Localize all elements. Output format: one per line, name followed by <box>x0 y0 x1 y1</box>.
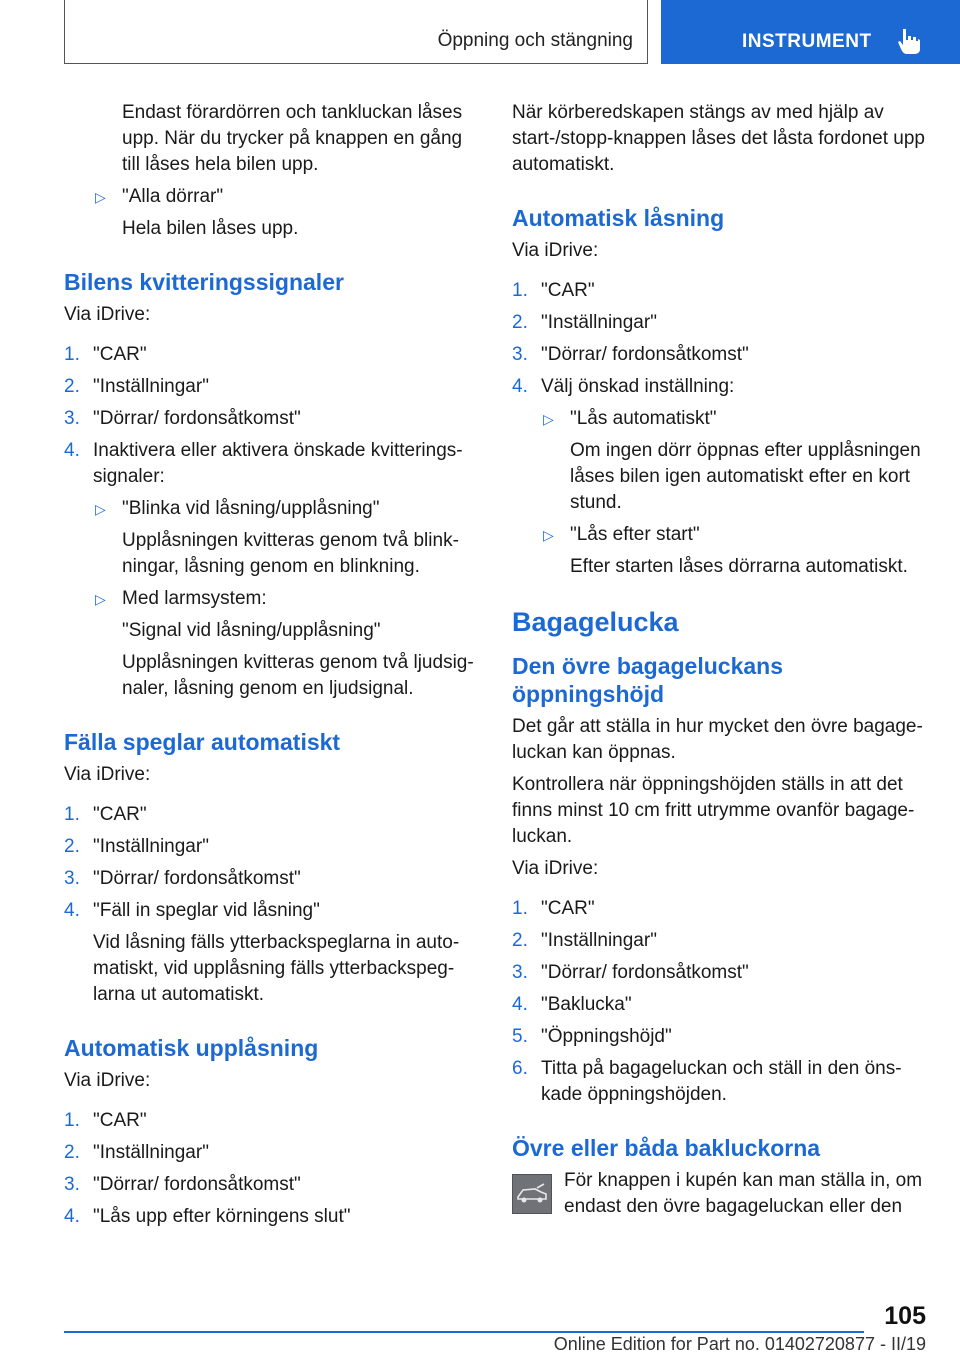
left-column <box>64 100 479 1236</box>
opening-height-via: Via iDrive: <box>512 858 599 879</box>
unlock-heading: Automatisk upplåsning <box>64 1035 319 1061</box>
intro-paragraph: Endast förardörren och tankluckan låses upp. När du trycker på knappen en gång till låses hela bilen upp. <box>122 102 463 175</box>
unlock-steps <box>64 1108 479 1230</box>
ack-option-flash: ▷ "Blinka vid låsning/upplåsning" Upplåsningen kvitteras genom två blinkningar, låsning genom en blinkning. <box>95 498 459 577</box>
opening-height-p1: Det går att ställa in hur mycket den övre bagageluckan kan öppnas. <box>512 716 923 763</box>
list-item: 2. "Inställningar" <box>64 1142 209 1163</box>
autolock-heading: Automatisk låsning <box>512 205 725 231</box>
list-item: 1. "CAR" <box>512 280 595 301</box>
car-tailgate-icon <box>512 1174 552 1214</box>
list-item: 2. "Inställningar" <box>512 312 657 333</box>
all-doors-label: "Alla dörrar" <box>122 186 224 207</box>
both-tailgates-heading: Övre eller båda bakluckorna <box>512 1135 821 1161</box>
triangle-bullet-icon: ▷ <box>95 591 106 607</box>
opening-height-heading: Den övre bagageluckans öppningshöjd <box>512 653 783 707</box>
page-number: 105 <box>884 1302 926 1330</box>
right-column <box>512 100 930 1220</box>
triangle-bullet-icon: ▷ <box>95 189 106 205</box>
list-item: 2. "Inställningar" <box>64 376 209 397</box>
ack-via: Via iDrive: <box>64 304 151 325</box>
tailgate-heading: Bagagelucka <box>512 607 679 637</box>
list-item: 3. "Dörrar/ fordonsåtkomst" <box>64 408 301 429</box>
list-item: 3. "Dörrar/ fordonsåtkomst" <box>512 962 749 983</box>
ack-heading: Bilens kvitteringssignaler <box>64 269 344 295</box>
ack-options <box>93 496 479 702</box>
list-item: 2. "Inställningar" <box>512 930 657 951</box>
autolock-option-auto: ▷ "Lås automatiskt" Om ingen dörr öppnas efter upplåsningen låses bilen igen automatiskt efter en kort stund. <box>543 408 921 513</box>
all-doors-description: Hela bilen låses upp. <box>122 218 299 239</box>
pointing-hand-icon <box>897 27 921 55</box>
list-item: 4. "Fäll in speglar vid låsning" Vid låsning fälls ytterbackspeglarna in automatiskt, vid upplåsning fälls ytterbackspeglarna ut automatiskt. <box>64 898 479 1008</box>
list-item: 1. "CAR" <box>64 1110 147 1131</box>
ack-option-alarm: ▷ Med larmsystem: "Signal vid låsning/upplåsning" Upplåsningen kvitteras genom två ljudsignaler, låsning genom en ljudsignal. <box>95 588 474 699</box>
list-item: 3. "Dörrar/ fordonsåtkomst" <box>64 868 301 889</box>
list-item: 2. "Inställningar" <box>64 836 209 857</box>
list-item: 1. "CAR" <box>64 344 147 365</box>
mirrors-note: Vid låsning fälls ytterbackspeglarna in automatiskt, vid upplåsning fälls ytterbackspeglarna ut automatiskt. <box>93 932 460 1005</box>
mirrors-steps <box>64 802 479 1008</box>
list-item: 6. Titta på bagageluckan och ställ in den önskade öppningshöjden. <box>512 1058 902 1105</box>
list-item: 5. "Öppningshöjd" <box>512 1026 672 1047</box>
mirrors-heading: Fälla speglar automatiskt <box>64 729 341 755</box>
list-item: 1. "CAR" <box>512 898 595 919</box>
list-item: 4. Välj önskad inställning: ▷ "Lås automatiskt" Om ingen dörr öppnas efter upplåsningen låses bilen igen automatiskt efter en kort stund. ▷ "Lås efter start" Efter starten låses dörrarna automatiskt. <box>512 374 930 580</box>
list-item: 4. "Lås upp efter körningens slut" <box>64 1206 351 1227</box>
footer-divider <box>64 1331 864 1333</box>
triangle-bullet-icon: ▷ <box>95 501 106 517</box>
header-section-tab <box>64 0 648 64</box>
list-item: 3. "Dörrar/ fordonsåtkomst" <box>64 1174 301 1195</box>
unlock-via: Via iDrive: <box>64 1070 151 1091</box>
autolock-steps <box>512 278 930 580</box>
header-chapter-tab <box>661 0 960 64</box>
both-tailgates-text: För knappen i kupén kan man ställa in, om endast den övre bagageluckan eller den <box>564 1170 923 1217</box>
autolock-options <box>541 406 930 580</box>
both-tailgates-paragraph <box>512 1168 930 1220</box>
list-item: 1. "CAR" <box>64 804 147 825</box>
chapter-title: INSTRUMENT <box>742 31 872 52</box>
list-item: 4. "Baklucka" <box>512 994 632 1015</box>
all-doors-option <box>64 184 479 210</box>
section-title: Öppning och stängning <box>437 30 633 51</box>
triangle-bullet-icon: ▷ <box>543 527 554 543</box>
triangle-bullet-icon: ▷ <box>543 411 554 427</box>
ack-steps <box>64 342 479 702</box>
opening-height-p2: Kontrollera när öppningshöjden ställs in att det finns minst 10 cm fritt utrymme ovanför bagageluckan. <box>512 774 915 847</box>
list-item: 4. Inaktivera eller aktivera önskade kvitteringssignaler: ▷ "Blinka vid låsning/upplåsning" Upplåsningen kvitteras genom två blinkningar, låsning genom en blinkning. ▷ Med larmsystem: "Signal vid låsning/upplåsning" Upplåsningen kvitteras genom två ljudsignaler, låsning genom en ljudsignal. <box>64 438 479 702</box>
autolock-option-start: ▷ "Lås efter start" Efter starten låses dörrarna automatiskt. <box>543 524 908 577</box>
footer-edition: Online Edition for Part no. 01402720877 - II/19 <box>553 1334 926 1354</box>
autolock-via: Via iDrive: <box>512 240 599 261</box>
drive-ready-paragraph: När körberedskapen stängs av med hjälp av start-/stopp-knappen låses det låsta fordonet upp automatiskt. <box>512 102 925 175</box>
opening-height-steps <box>512 896 930 1108</box>
list-item: 3. "Dörrar/ fordonsåtkomst" <box>512 344 749 365</box>
mirrors-via: Via iDrive: <box>64 764 151 785</box>
